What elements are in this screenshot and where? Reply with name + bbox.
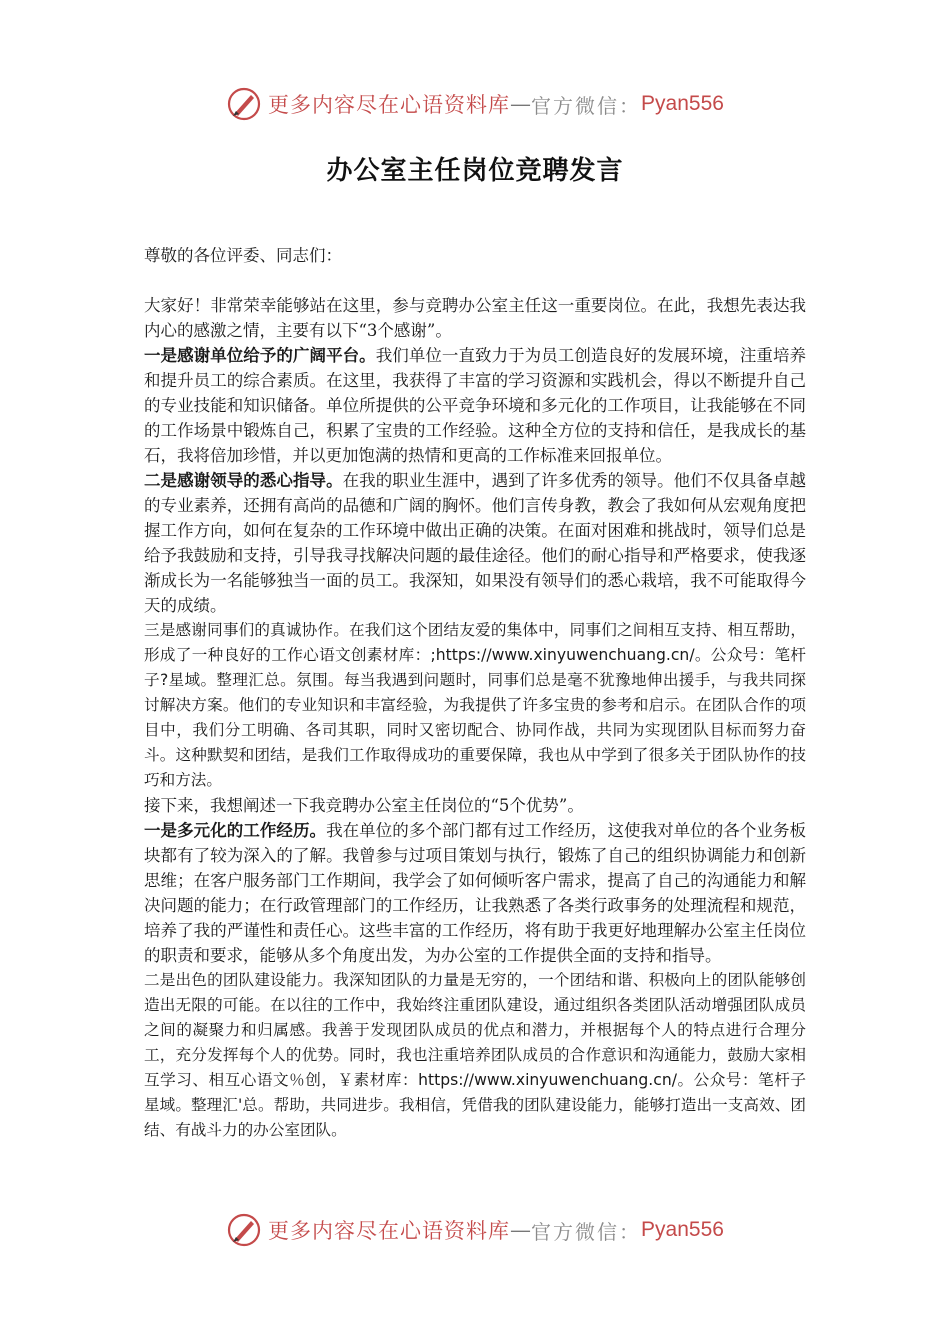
document-body	[144, 243, 806, 1143]
banner-subtitle: 官方微信：	[531, 93, 642, 118]
thanks-1-heading: 一是感谢单位给予的广阔平台。	[144, 346, 376, 365]
thanks-1-body: 我们单位一直致力于为员工创造良好的发展环境，注重培养和提升员工的综合素质。在这里，我获得了丰富的学习资源和实践机会，得以不断提升自己的专业技能和知识储备。单位所提供的公平竞争环境和多元化的工作项目，让我能够在不同的工作场景中锻炼自己，积累了宝贵的工作经验。这种全方位的支持和信任，是我成长的基石，我将倍加珍惜，并以更加饱满的热情和更高的工作标准来回报单位。	[144, 346, 807, 465]
thanks-3-paragraph: 三是感谢同事们的真诚协作。在我们这个团结友爱的集体中，同事们之间相互支持、相互帮助，形成了一种良好的工作心语文创素材库：;https://www.xinyuwenchuang.cn/。公众号：笔杆子?星域。整理汇总。氛围。每当我遇到问题时，同事们总是毫不犹豫地伸出援手，与我共同探讨解决方案。他们的专业知识和丰富经验，为我提供了许多宝贵的参考和启示。在团队合作的项目中，我们分工明确、各司其职，同时又密切配合、协同作战，共同为实现团队目标而努力奋斗。这种默契和团结，是我们工作取得成功的重要保障，我也从中学到了很多关于团队协作的技巧和方法。	[144, 621, 806, 789]
banner-account: Pyan556	[641, 92, 724, 115]
thanks-1-paragraph	[144, 343, 806, 468]
banner-account: Pyan556	[641, 1218, 724, 1241]
page-title: 办公室主任岗位竞聘发言	[326, 156, 624, 186]
quill-pen-icon	[226, 86, 262, 122]
advantage-1-paragraph	[144, 818, 806, 968]
transition-paragraph: 接下来，我想阐述一下我竞聘办公室主任岗位的“5个优势”。	[144, 796, 584, 815]
advantage-2-paragraph: 二是出色的团队建设能力。我深知团队的力量是无穷的，一个团结和谐、积极向上的团队能够创造出无限的可能。在以往的工作中，我始终注重团队建设，通过组织各类团队活动增强团队成员之间的凝聚力和归属感。我善于发现团队成员的优点和潜力，并根据每个人的特点进行合理分工，充分发挥每个人的优势。同时，我也注重培养团队成员的合作意识和沟通能力，鼓励大家相互学习、相互心语文％创，￥素材库：https://www.xinyuwenchuang.cn/。公众号：笔杆子星域。整理汇'总。帮助，共同进步。我相信，凭借我的团队建设能力，能够打造出一支高效、团结、有战斗力的办公室团队。	[144, 971, 806, 1139]
intro-paragraph: 大家好！非常荣幸能够站在这里，参与竞聘办公室主任这一重要岗位。在此，我想先表达我内心的感激之情，主要有以下“3个感谢”。	[144, 296, 806, 340]
thanks-2-paragraph	[144, 468, 806, 618]
thanks-2-body: 在我的职业生涯中，遇到了许多优秀的领导。他们不仅具备卓越的专业素养，还拥有高尚的品德和广阔的胸怀。他们言传身教，教会了我如何从宏观角度把握工作方向，如何在复杂的工作环境中做出正确的决策。在面对困难和挑战时，领导们总是给予我鼓励和支持，引导我寻找解决问题的最佳途径。他们的耐心指导和严格要求，使我逐渐成长为一名能够独当一面的员工。我深知，如果没有领导们的悉心栽培，我不可能取得今天的成绩。	[144, 471, 807, 615]
banner-dash: —	[510, 1218, 532, 1242]
header-banner	[0, 82, 950, 126]
banner-subtitle: 官方微信：	[531, 1219, 642, 1244]
advantage-1-heading: 一是多元化的工作经历。	[144, 821, 327, 840]
footer-banner	[0, 1208, 950, 1252]
banner-text: 更多内容尽在心语资料库	[268, 1219, 511, 1243]
quill-pen-icon	[226, 1212, 262, 1248]
banner-dash: —	[510, 92, 532, 116]
thanks-2-heading: 二是感谢领导的悉心指导。	[144, 471, 343, 490]
banner-text: 更多内容尽在心语资料库	[268, 93, 511, 117]
advantage-1-body: 我在单位的多个部门都有过工作经历，这使我对单位的各个业务板块都有了较为深入的了解。我曾参与过项目策划与执行，锻炼了自己的组织协调能力和创新思维；在客户服务部门工作期间，我学会了如何倾听客户需求，提高了自己的沟通能力和解决问题的能力；在行政管理部门的工作经历，让我熟悉了各类行政事务的处理流程和规范，培养了我的严谨性和责任心。这些丰富的工作经历，将有助于我更好地理解办公室主任岗位的职责和要求，能够从多个角度出发，为办公室的工作提供全面的支持和指导。	[144, 821, 807, 965]
paragraph-gap	[144, 268, 806, 293]
salutation: 尊敬的各位评委、同志们：	[144, 246, 342, 265]
